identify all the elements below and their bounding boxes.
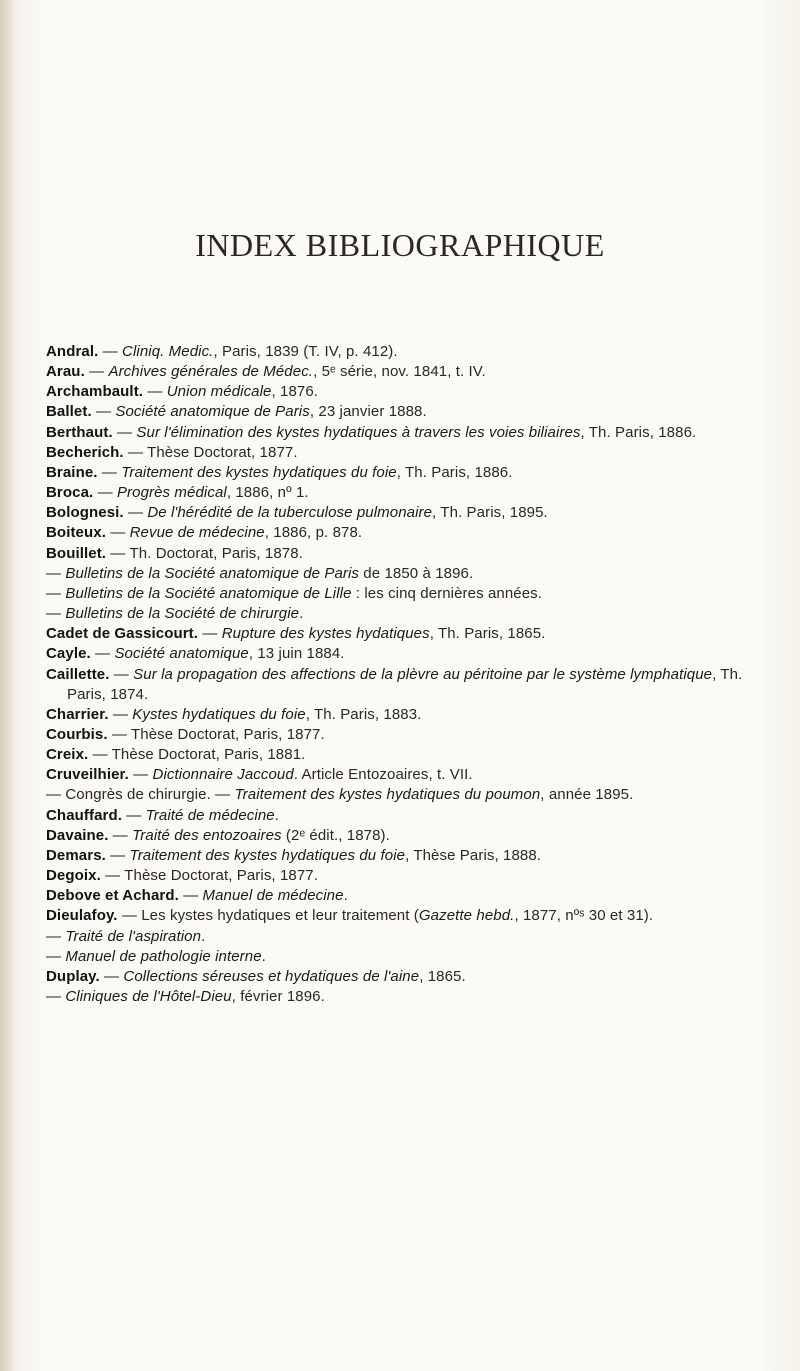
entry-details: , 1865. xyxy=(419,967,466,985)
bibliography-entry xyxy=(46,967,768,987)
entry-details: : les cinq dernières années. xyxy=(351,584,543,602)
entry-separator: — xyxy=(105,846,130,864)
entry-author: Chauffard. xyxy=(46,806,122,824)
entry-details: Thèse Doctorat, Paris, 1877. xyxy=(124,867,318,885)
entry-work-title: Revue de médecine xyxy=(129,524,265,542)
entry-work-title: Traité de médecine xyxy=(145,806,275,824)
entry-details: Th. Doctorat, Paris, 1878. xyxy=(129,544,303,562)
entry-details: , Th. Paris, 1865. xyxy=(429,625,546,643)
entry-author: Demars. xyxy=(46,846,106,864)
entry-author: Creix. xyxy=(46,746,89,764)
entry-work-title: Collections séreuses et hydatiques de l'aine xyxy=(123,967,420,985)
bibliography-entry xyxy=(46,483,768,503)
entry-work-title: Manuel de pathologie interne xyxy=(65,947,262,965)
entry-details: . xyxy=(201,927,206,945)
entry-details: , 1876. xyxy=(271,383,319,401)
entry-work-title: Société anatomique xyxy=(114,645,249,663)
entry-separator: — xyxy=(46,786,66,804)
entry-separator: — xyxy=(46,947,66,965)
bibliography-entry xyxy=(46,765,768,785)
entry-separator: — xyxy=(105,524,130,542)
entry-author: Archambault. xyxy=(46,383,144,401)
entry-separator: — xyxy=(122,806,146,824)
entry-author: Degoix. xyxy=(46,867,101,885)
bibliography-entry xyxy=(46,624,768,644)
entry-author: Caillette. xyxy=(46,665,110,683)
entry-details: , 1886, nº 1. xyxy=(226,484,309,502)
entry-work-title: De l'hérédité de la tuberculose pulmonaire xyxy=(147,504,433,522)
entry-author: Cayle. xyxy=(46,645,91,663)
entry-separator: — xyxy=(46,927,66,945)
entry-details: Thèse Doctorat, Paris, 1881. xyxy=(111,746,306,764)
entry-separator: — xyxy=(91,403,116,421)
entry-work-title: Rupture des kystes hydatiques xyxy=(221,625,430,643)
entry-details: , année 1895. xyxy=(540,786,634,804)
entry-details: . Article Entozoaires, t. VII. xyxy=(293,766,473,784)
entry-details: (2ᵉ édit., 1878). xyxy=(281,826,390,844)
bibliography-entry xyxy=(46,927,768,947)
entry-separator: — xyxy=(198,625,222,643)
entry-separator: — xyxy=(93,484,117,502)
entry-details: , février 1896. xyxy=(231,988,325,1005)
entry-separator: — xyxy=(107,725,132,743)
bibliography-list xyxy=(46,342,768,1007)
entry-details: , Paris, 1839 (T. IV, p. 412). xyxy=(213,343,398,360)
entry-work-title: Cliniques de l'Hôtel-Dieu xyxy=(65,988,232,1005)
entry-details: de 1850 à 1896. xyxy=(359,564,474,582)
entry-details: , Th. Paris, 1883. xyxy=(305,705,422,723)
entry-work-title: Kystes hydatiques du foie xyxy=(132,705,306,723)
entry-separator: — xyxy=(99,967,124,985)
entry-details: , Th. Paris, 1886. xyxy=(580,423,697,441)
entry-work-title: Société anatomique de Paris xyxy=(115,403,310,421)
entry-work-title: Traitement des kystes hydatiques du foie xyxy=(121,463,397,481)
entry-details: , 23 janvier 1888. xyxy=(309,403,427,421)
page-binding-edge xyxy=(0,0,14,1371)
entry-author: Dieulafoy. xyxy=(46,907,118,925)
bibliography-entry xyxy=(46,846,768,866)
bibliography-entry xyxy=(46,362,768,382)
bibliography-entry xyxy=(46,644,768,664)
entry-work-title: Sur la propagation des affections de la plèvre au péritoine par le système lymphatique xyxy=(133,665,713,683)
bibliography-entry xyxy=(46,906,768,926)
entry-details: , 1886, p. 878. xyxy=(264,524,363,542)
entry-details: Thèse Doctorat, Paris, 1877. xyxy=(131,725,325,743)
entry-details: . xyxy=(261,947,266,965)
entry-author: Becherich. xyxy=(46,443,124,461)
bibliography-entry xyxy=(46,665,768,705)
entry-author: Cruveilhier. xyxy=(46,766,129,784)
entry-details: Thèse Doctorat, 1877. xyxy=(147,443,298,461)
entry-work-title: Dictionnaire Jaccoud xyxy=(152,766,294,784)
bibliography-entry xyxy=(46,402,768,422)
entry-details: Congrès de chirurgie. — xyxy=(65,786,235,804)
entry-work-title: Bulletins de la Société anatomique de Lille xyxy=(65,584,352,602)
entry-work-title: Traitement des kystes hydatiques du poumon xyxy=(234,786,541,804)
entry-separator: — xyxy=(123,504,148,522)
entry-work-title: Bulletins de la Société anatomique de Paris xyxy=(65,564,360,582)
entry-work-title: Manuel de médecine xyxy=(202,887,344,905)
entry-separator: — xyxy=(108,826,133,844)
entry-details: , 13 juin 1884. xyxy=(248,645,345,663)
entry-details: . xyxy=(299,605,304,623)
bibliography-entry xyxy=(46,423,768,443)
bibliography-entry xyxy=(46,806,768,826)
entry-separator: — xyxy=(178,887,203,905)
bibliography-entry xyxy=(46,705,768,725)
bibliography-entry xyxy=(46,443,768,463)
bibliography-entry xyxy=(46,826,768,846)
page-title: INDEX BIBLIOGRAPHIQUE xyxy=(195,227,605,263)
entry-separator: — xyxy=(123,443,148,461)
bibliography-entry xyxy=(46,886,768,906)
entry-separator: — xyxy=(46,584,66,602)
entry-author: Debove et Achard. xyxy=(46,887,179,905)
entry-separator: — xyxy=(90,645,115,663)
entry-details: Les kystes hydatiques et leur traitement ( xyxy=(141,907,419,925)
bibliography-entry xyxy=(46,947,768,967)
entry-author: Braine. xyxy=(46,463,98,481)
entry-separator: — xyxy=(98,343,123,360)
bibliography-entry xyxy=(46,544,768,564)
entry-work-title: Traitement des kystes hydatiques du foie xyxy=(129,846,406,864)
bibliography-entry xyxy=(46,725,768,745)
entry-separator: — xyxy=(46,988,66,1005)
entry-work-title: Progrès médical xyxy=(116,484,227,502)
entry-author: Bolognesi. xyxy=(46,504,124,522)
entry-author: Arau. xyxy=(46,363,85,381)
entry-details: , Th. Paris, 1895. xyxy=(432,504,548,522)
bibliography-entry xyxy=(46,604,768,624)
entry-author: Andral. xyxy=(46,343,99,360)
entry-details: , 5ᵉ série, nov. 1841, t. IV. xyxy=(313,363,486,381)
entry-separator: — xyxy=(112,423,137,441)
bibliography-entry xyxy=(46,564,768,584)
entry-separator: — xyxy=(117,907,142,925)
entry-separator: — xyxy=(46,564,66,582)
bibliography-entry xyxy=(46,523,768,543)
bibliography-entry xyxy=(46,584,768,604)
bibliography-entry xyxy=(46,866,768,886)
entry-author: Broca. xyxy=(46,484,94,502)
entry-work-title: Union médicale xyxy=(166,383,272,401)
entry-author: Boiteux. xyxy=(46,524,106,542)
entry-details: , Th. Paris, 1886. xyxy=(396,463,513,481)
entry-details: , Thèse Paris, 1888. xyxy=(405,846,542,864)
entry-work-title: Traité de l'aspiration xyxy=(65,927,202,945)
bibliography-entry xyxy=(46,382,768,402)
entry-author: Courbis. xyxy=(46,725,108,743)
entry-work-title: Cliniq. Medic. xyxy=(122,343,214,360)
bibliography-entry xyxy=(46,745,768,765)
bibliography-entry xyxy=(46,342,768,362)
entry-work-title: Gazette hebd. xyxy=(418,907,515,925)
entry-author: Davaine. xyxy=(46,826,109,844)
entry-separator: — xyxy=(108,705,133,723)
entry-work-title: Archives générales de Médec. xyxy=(108,363,314,381)
entry-details: . xyxy=(274,806,280,824)
entry-separator: — xyxy=(88,746,112,764)
entry-author: Bouillet. xyxy=(46,544,107,562)
entry-separator: — xyxy=(106,544,130,562)
entry-separator: — xyxy=(128,766,153,784)
bibliography-entry xyxy=(46,463,768,483)
entry-details: , Th. Paris, 1874. xyxy=(67,665,743,703)
entry-separator: — xyxy=(46,605,66,623)
entry-author: Ballet. xyxy=(46,403,92,421)
entry-work-title: Traité des entozoaires xyxy=(132,826,282,844)
bibliography-entry xyxy=(46,987,768,1007)
bibliography-entry xyxy=(46,785,768,805)
entry-author: Berthaut. xyxy=(46,423,113,441)
entry-separator: — xyxy=(100,867,125,885)
entry-work-title: Bulletins de la Société de chirurgie xyxy=(65,605,300,623)
entry-author: Cadet de Gassicourt. xyxy=(46,625,199,643)
entry-author: Duplay. xyxy=(46,967,100,985)
bibliography-entry xyxy=(46,503,768,523)
entry-author: Charrier. xyxy=(46,705,109,723)
entry-details: . xyxy=(343,887,348,905)
entry-separator: — xyxy=(97,463,122,481)
entry-details: , 1877, nºˢ 30 et 31). xyxy=(514,907,654,925)
entry-separator: — xyxy=(84,363,109,381)
entry-separator: — xyxy=(143,383,167,401)
entry-work-title: Sur l'élimination des kystes hydatiques à travers les voies biliaires xyxy=(136,423,581,441)
entry-separator: — xyxy=(109,665,134,683)
